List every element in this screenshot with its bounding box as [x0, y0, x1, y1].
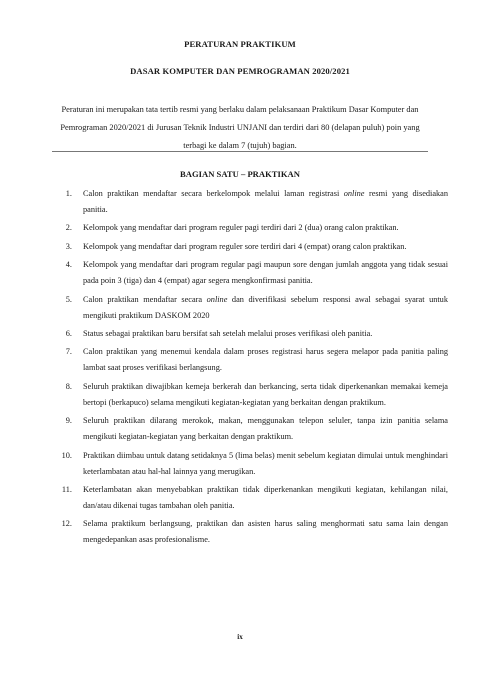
list-item: [50, 239, 448, 255]
intro-paragraph: Peraturan ini merupakan tata tertib resmi yang berlaku dalam pelaksanaan Praktikum Dasar Komputer dan Pemrograman 2020/2021 di Jurusan Teknik Industri UNJANI dan terdiri dari 80 (delapan puluh) poin yang terbagi ke dalam 7 (tujuh) bagian.: [60, 105, 420, 150]
item-text: Keterlambatan akan menyebabkan praktikan tidak diperkenankan mengikuti kegiatan, kehilangan nilai, dan/atau dikenai tugas tambahan oleh panitia.: [83, 484, 448, 510]
list-item: [50, 326, 448, 342]
list-item: [50, 516, 448, 548]
list-item: [50, 186, 448, 218]
item-text: Calon praktikan yang menemui kendala dalam proses registrasi harus segera melapor pada panitia paling lambat saat proses verifikasi berlangsung.: [83, 347, 448, 373]
item-text: Seluruh praktikan dilarang merokok, makan, menggunakan telepon seluler, tanpa izin panitia selama mengikuti kegiatan-kegiatan yang berkaitan dengan praktikum.: [83, 416, 448, 442]
item-number: 7.: [65, 347, 72, 357]
rules-list: [50, 186, 448, 548]
list-item: [50, 379, 448, 411]
document-subtitle: DASAR KOMPUTER DAN PEMROGRAMAN 2020/2021: [130, 66, 350, 76]
item-number: 4.: [65, 260, 72, 270]
item-text: Kelompok yang mendaftar dari program reguler sore terdiri dari 4 (empat) orang calon praktikan.: [83, 241, 407, 251]
item-text: Calon praktikan mendaftar secara: [83, 294, 207, 304]
item-number: 3.: [65, 241, 72, 251]
item-number: 1.: [65, 189, 72, 198]
item-text: resmi yang disediakan panitia.: [83, 189, 448, 214]
item-number: 6.: [65, 328, 72, 338]
item-text: Praktikan diimbau untuk datang setidaknya 5 (lima belas) menit sebelum kegiatan dimulai untuk menghindari keterlambatan atau hal-hal lainnya yang merugikan.: [83, 450, 448, 476]
list-item: [50, 413, 448, 445]
list-item: [50, 220, 448, 236]
item-number: 12.: [61, 519, 72, 529]
item-number: 8.: [65, 381, 72, 391]
divider-line: [52, 151, 428, 152]
item-number: 2.: [65, 223, 72, 233]
section-heading: BAGIAN SATU – PRAKTIKAN: [180, 169, 300, 179]
item-text: Kelompok yang mendaftar dari program regular pagi maupun sore dengan jumlah anggota yang tidak sesuai pada poin 3 (tiga) dan 4 (empat) agar segera mengkonfirmasi panitia.: [83, 260, 448, 286]
item-text: dan diverifikasi sebelum responsi awal sebagai syarat untuk mengikuti praktikum DASKOM 2020: [83, 294, 448, 320]
item-text: Status sebagai praktikan baru bersifat sah setelah melalui proses verifikasi oleh panitia.: [83, 328, 373, 338]
item-text: Seluruh praktikan diwajibkan kemeja berkerah dan berkancing, serta tidak diperkenankan memakai kemeja bertopi (berkapuco) selama mengikuti kegiatan-kegiatan yang berkaitan dengan praktikum.: [83, 381, 448, 407]
item-number: 11.: [61, 484, 72, 494]
item-text-italic: online: [206, 294, 228, 304]
list-item: [50, 448, 448, 480]
item-text: Kelompok yang mendaftar dari program reguler pagi terdiri dari 2 (dua) orang calon praktikan.: [83, 223, 399, 233]
page-number: ix: [237, 633, 243, 641]
list-item: [50, 344, 448, 376]
item-text: Selama praktikum berlangsung, praktikan dan asisten harus saling menghormati satu sama lain dengan mengedepankan asas profesionalisme.: [83, 519, 448, 545]
item-number: 10.: [61, 450, 72, 460]
list-item: [50, 482, 448, 514]
list-item: [50, 257, 448, 289]
list-item: [50, 292, 448, 324]
item-text: Calon praktikan mendaftar secara berkelompok melalui laman registrasi: [83, 189, 344, 198]
item-number: 9.: [65, 416, 72, 426]
item-number: 5.: [65, 294, 72, 304]
item-text-italic: online: [343, 189, 365, 198]
document-title: PERATURAN PRAKTIKUM: [184, 39, 296, 49]
